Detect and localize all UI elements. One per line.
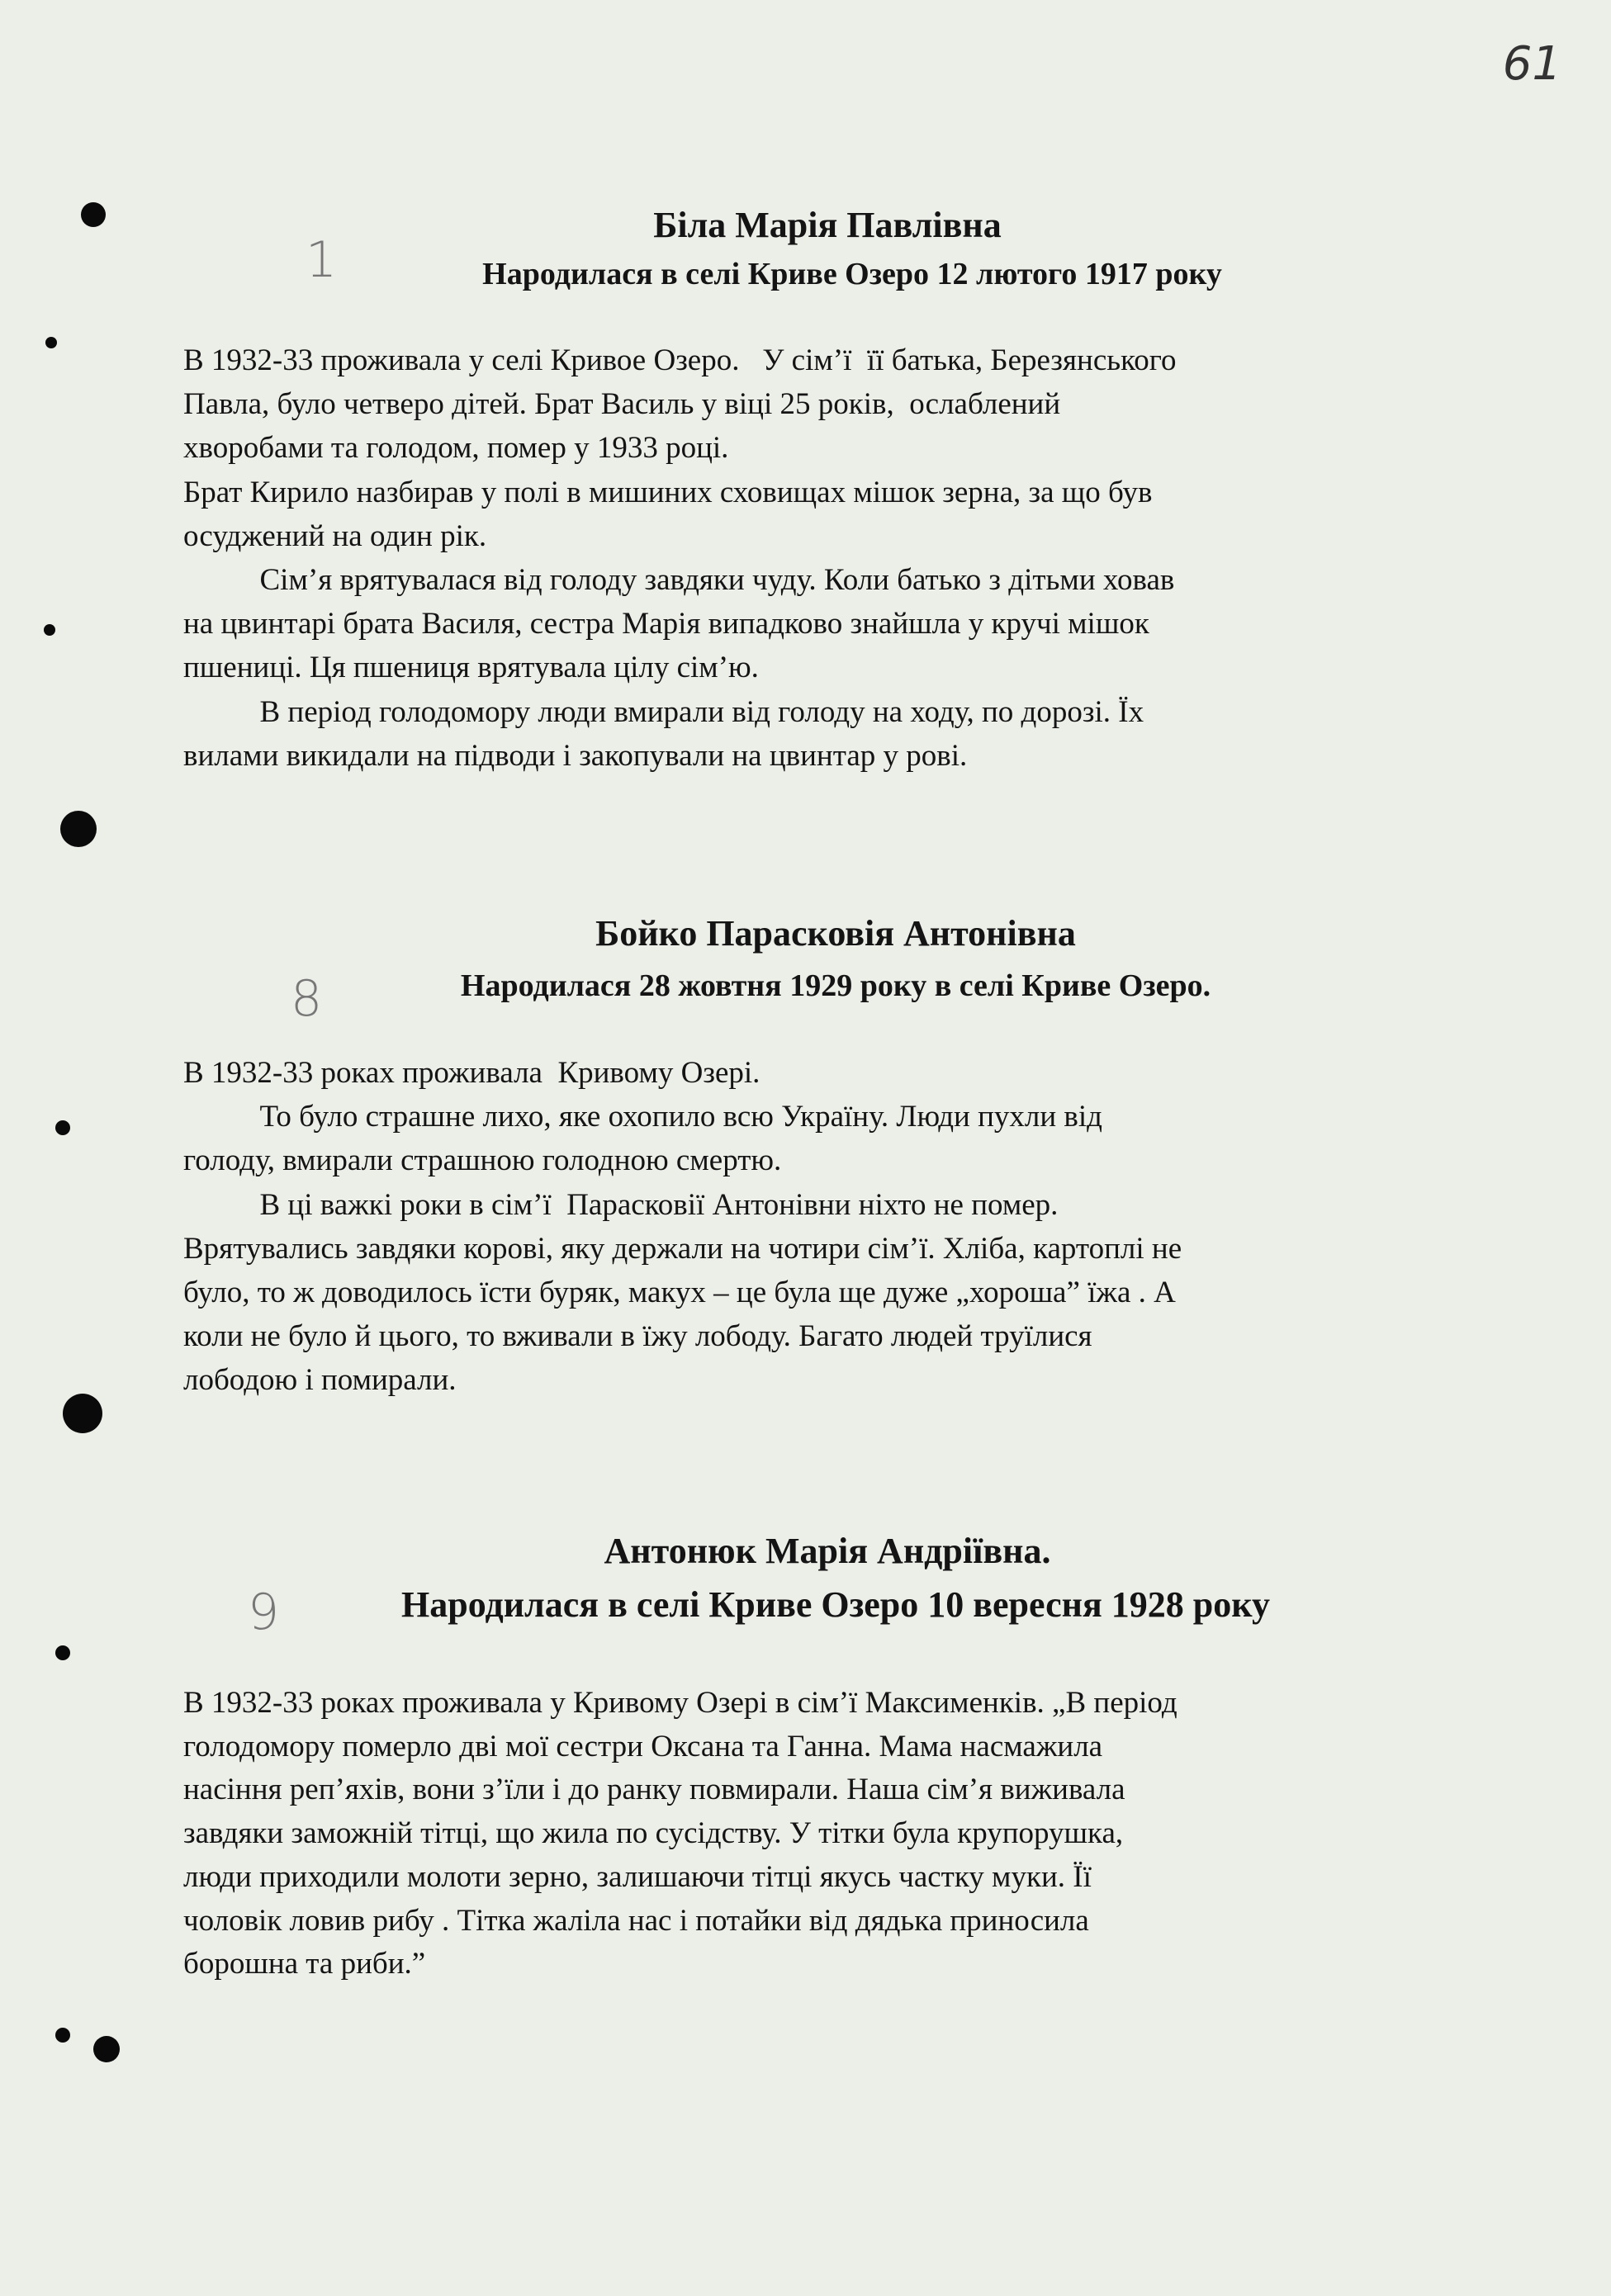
- text-line: В ці важкі роки в сім’ї Парасковії Антонівни ніхто не помер.: [183, 1187, 1059, 1222]
- text-line: голодомору померло дві мої сестри Оксана та Ганна. Мама насмажила: [183, 1729, 1103, 1763]
- text-line: борошна та риби.”: [183, 1947, 426, 1981]
- punch-hole: [55, 2028, 70, 2043]
- entry-name: Біла Марія Павлівна: [653, 205, 1002, 245]
- text-line: Сім’я врятувалася від голоду завдяки чуду. Коли батько з дітьми ховав: [183, 563, 1175, 598]
- entry-text: [183, 338, 1177, 778]
- text-line: люди приходили молоти зерно, залишаючи тітці якусь частку муки. Її: [183, 1859, 1092, 1894]
- text-line: хворобами та голодом, помер у 1933 році.: [183, 431, 729, 466]
- text-line: В період голодомору люди вмирали від голоду на ходу, по дорозі. Їх: [183, 694, 1144, 729]
- text-line: на цвинтарі брата Василя, сестра Марія випадково знайшла у кручі мішок: [183, 607, 1149, 641]
- handwritten-index-mark: 1: [306, 231, 338, 289]
- handwritten-index-mark: 8: [291, 970, 323, 1028]
- text-line: В 1932-33 роках проживала у Кривому Озері в сім’ї Максименків. „В період: [183, 1686, 1177, 1720]
- punch-hole: [55, 1645, 70, 1660]
- text-line: В 1932-33 проживала у селі Кривое Озеро. У сім’ї її батька, Березянського: [183, 343, 1177, 377]
- text-line: То було страшне лихо, яке охопило всю Україну. Люди пухли від: [183, 1100, 1102, 1134]
- text-line: завдяки заможній тітці, що жила по сусідству. У тітки була крупорушка,: [183, 1816, 1124, 1851]
- entry-name: Антонюк Марія Андріївна.: [604, 1531, 1051, 1571]
- punch-hole: [44, 624, 55, 636]
- text-line: голоду, вмирали страшною голодною смертю.: [183, 1143, 782, 1178]
- text-line: осуджений на один рік.: [183, 518, 487, 553]
- entry-text: [183, 1051, 1182, 1403]
- text-line: вилами викидали на підводи і закопували на цвинтар у рові.: [183, 738, 968, 773]
- text-line: Брат Кирило назбирав у полі в мишиних сховищах мішок зерна, за що був: [183, 475, 1153, 509]
- handwritten-index-mark: 9: [248, 1584, 280, 1641]
- text-line: чоловік ловив рибу . Тітка жаліла нас і потайки від дядька приносила: [183, 1903, 1089, 1938]
- entry-text: [183, 1682, 1177, 1986]
- handwritten-page-number: 61: [1502, 37, 1561, 91]
- punch-hole: [55, 1120, 70, 1135]
- text-line: В 1932-33 роках проживала Кривому Озері.: [183, 1056, 760, 1090]
- text-line: насіння реп’яхів, вони з’їли і до ранку повмирали. Наша сім’я виживала: [183, 1773, 1125, 1807]
- entry-birth-line: Народилася 28 жовтня 1929 року в селі Криве Озеро.: [460, 968, 1211, 1003]
- text-line: лободою і помирали.: [183, 1363, 457, 1398]
- text-line: Павла, було четверо дітей. Брат Василь у віці 25 років, ослаблений: [183, 387, 1061, 422]
- text-line: було, то ж доводилось їсти буряк, макух – це була ще дуже „хороша” їжа . А: [183, 1276, 1176, 1310]
- text-line: Врятувались завдяки корові, яку держали на чотири сім’ї. Хліба, картоплі не: [183, 1231, 1182, 1266]
- text-line: коли не було й цього, то вживали в їжу лободу. Багато людей труїлися: [183, 1319, 1092, 1354]
- punch-hole: [60, 811, 97, 847]
- entry-birth-line: Народилася в селі Криве Озеро 10 вересня 1928 року: [401, 1584, 1270, 1625]
- punch-hole: [45, 337, 57, 348]
- entry-birth-line: Народилася в селі Криве Озеро 12 лютого 1917 року: [482, 257, 1222, 291]
- entry-name: Бойко Парасковія Антонівна: [595, 913, 1076, 954]
- text-line: пшениці. Ця пшениця врятувала цілу сім’ю.: [183, 651, 759, 685]
- punch-hole: [93, 2036, 120, 2062]
- punch-hole: [63, 1394, 102, 1433]
